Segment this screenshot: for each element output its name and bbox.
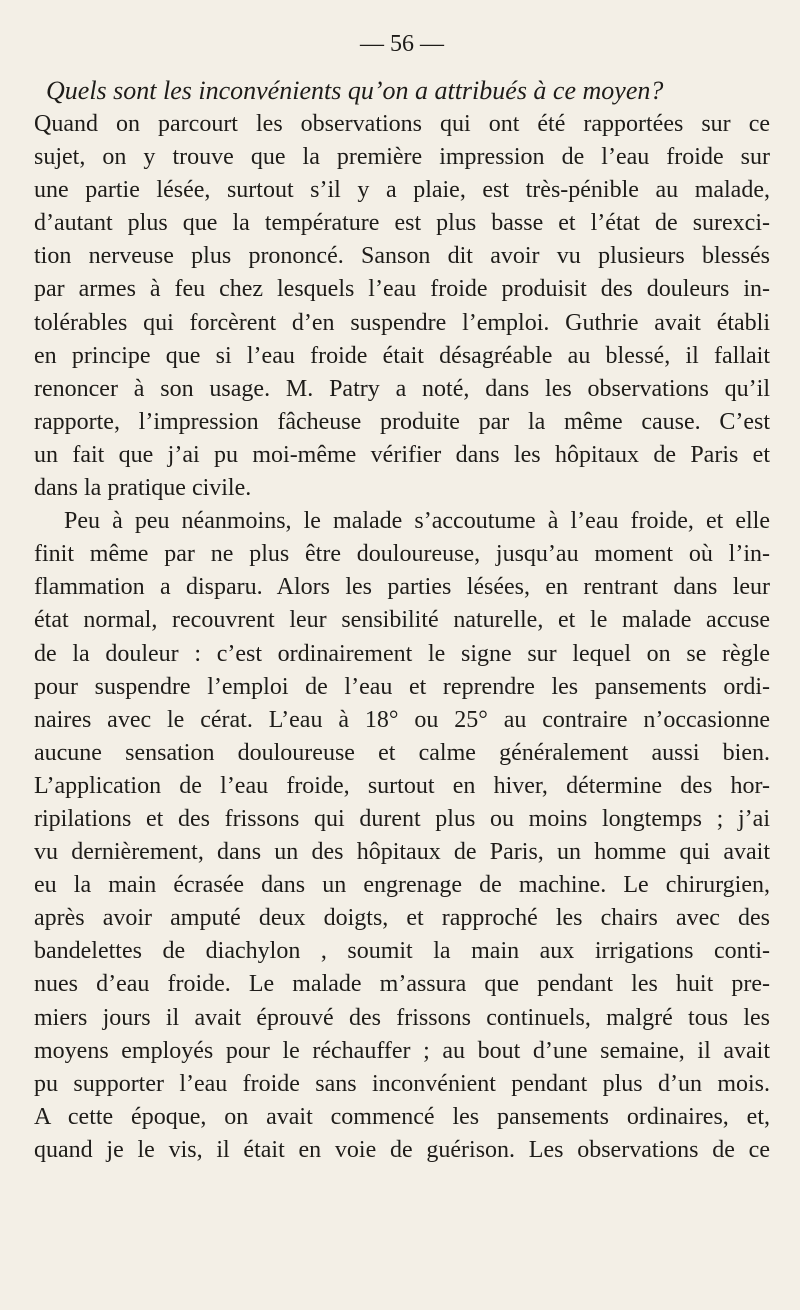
text-line: état normal, recouvrent leur sensibilité naturelle, et le malade accuse	[34, 607, 770, 634]
section-heading: Quels sont les inconvénients qu’on a attribués à ce moyen?	[46, 76, 664, 105]
text-line: bandelettes de diachylon , soumit la main aux irrigations conti-	[34, 938, 770, 965]
text-line: en principe que si l’eau froide était désagréable au blessé, il fallait	[34, 342, 770, 369]
paragraph-3	[34, 770, 770, 1167]
text-line: par armes à feu chez lesquels l’eau froide produisit des douleurs in-	[34, 276, 770, 303]
text-line: tion nerveuse plus prononcé. Sanson dit avoir vu plusieurs blessés	[34, 243, 770, 270]
text-line: A cette époque, on avait commencé les pansements ordinaires, et,	[34, 1103, 770, 1130]
text-line: moyens employés pour le réchauffer ; au bout d’une semaine, il avait	[34, 1037, 770, 1064]
text-line: eu la main écrasée dans un engrenage de machine. Le chirurgien,	[34, 872, 770, 899]
text-line: ripilations et des frissons qui durent plus ou moins longtemps ; j’ai	[34, 805, 770, 832]
text-line: tolérables qui forcèrent d’en suspendre l’emploi. Guthrie avait établi	[34, 309, 770, 336]
text-line: un fait que j’ai pu moi-même vérifier dans les hôpitaux de Paris et	[34, 441, 770, 468]
text-line: dans la pratique civile.	[34, 475, 252, 502]
page-number: — 56 —	[360, 31, 444, 57]
paragraph-1	[34, 108, 770, 505]
text-line: d’autant plus que la température est plus basse et l’état de surexci-	[34, 210, 770, 237]
text-line: après avoir amputé deux doigts, et rapproché les chairs avec des	[34, 905, 770, 932]
text-line: pu supporter l’eau froide sans inconvénient pendant plus d’un mois.	[34, 1070, 770, 1097]
text-line: de la douleur : c’est ordinairement le signe sur lequel on se règle	[34, 640, 770, 667]
text-line: quand je le vis, il était en voie de guérison. Les observations de ce	[34, 1136, 770, 1163]
text-line: nues d’eau froide. Le malade m’assura que pendant les huit pre-	[34, 971, 770, 998]
text-line: aucune sensation douloureuse et calme généralement aussi bien.	[34, 739, 770, 766]
paragraph-2	[34, 505, 770, 770]
text-line: flammation a disparu. Alors les parties lésées, en rentrant dans leur	[34, 574, 770, 601]
text-line: L’application de l’eau froide, surtout en hiver, détermine des hor-	[34, 772, 770, 799]
text-line: rapporte, l’impression fâcheuse produite par la même cause. C’est	[34, 408, 770, 435]
text-line: finit même par ne plus être douloureuse, jusqu’au moment où l’in-	[34, 541, 770, 568]
text-line: sujet, on y trouve que la première impression de l’eau froide sur	[34, 144, 770, 171]
text-line: Peu à peu néanmoins, le malade s’accoutume à l’eau froide, et elle	[64, 508, 770, 535]
text-line: pour suspendre l’emploi de l’eau et reprendre les pansements ordi-	[34, 673, 770, 700]
text-line: Quand on parcourt les observations qui ont été rapportées sur ce	[34, 111, 770, 137]
text-line: naires avec le cérat. L’eau à 18° ou 25° au contraire n’occasionne	[34, 706, 770, 733]
text-line: renoncer à son usage. M. Patry a noté, dans les observations qu’il	[34, 375, 770, 402]
text-line: une partie lésée, surtout s’il y a plaie, est très-pénible au malade,	[34, 177, 770, 204]
text-line: vu dernièrement, dans un des hôpitaux de Paris, un homme qui avait	[34, 839, 770, 866]
text-line: miers jours il avait éprouvé des frissons continuels, malgré tous les	[34, 1004, 770, 1031]
